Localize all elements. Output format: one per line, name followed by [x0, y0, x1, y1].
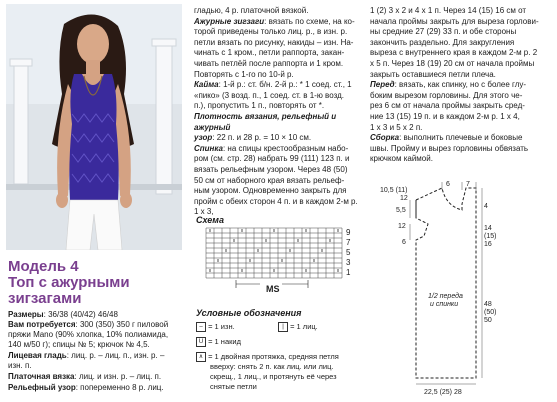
legend-double-decrease-2: вверху: снять 2 п. как лиц. или лиц. — [210, 362, 334, 371]
meas-left4: 6 — [402, 239, 406, 246]
chart-row-number: 3 — [346, 258, 351, 267]
model-title-line1: Топ с ажурными — [8, 274, 130, 291]
legend-purl: – = 1 изн. — [196, 322, 235, 332]
garter: Платочная вязка: лиц. и изн. р. – лиц. п. — [8, 372, 162, 381]
chart-row-number: 7 — [346, 238, 351, 247]
model-title-line2: зигзагами — [8, 290, 82, 307]
chart-row-number: 9 — [346, 228, 351, 237]
legend-title: Условные обозначения — [196, 308, 302, 318]
mid-text-block: гладью, 4 р. платочной вязкой. Ажурные зигзаги: вязать по схеме, на ко- торой приведены только лиц. р., в изн. р. петли вязать по рисунку, накиды – изн. На- чинать с 1 кром., петли раппорта, закан- чивать петлёй после раппорта и 1 кром. Повторять с 1-го по 10-й р. Кайма: 1-й р.: ст. б/н. 2-й р.: * 1 соед. ст., 1 «пико» (3 возд. п., 1 соед. ст. в 1-ю возд. п.), пропустить 1 п., повторять от *. Плотность вязания, рельефный и ажурный узор: 22 п. и 28 р. = 10 × 10 см. Спинка: на спицы крестообразным набо- ром (см. стр. 28) набрать 99 (111) 123 п. и вязать рельефным узором. Через 48 (50) 50 см от наборного края вязать рельеф- ным узором. Одновременно закрыть для пройм с обеих сторон 4 п. и в каждом 2-м р. 1 х 3, — [194, 6, 358, 217]
meas-right3: 48 — [484, 301, 492, 308]
relief: Рельефный узор: попеременно 8 р. лиц. — [8, 383, 164, 392]
model-photo-illustration — [6, 4, 182, 250]
yarnover-symbol-icon: U — [196, 337, 206, 347]
legend-double-decrease-3: скрещ., 1 лиц., и протянуть её через — [210, 372, 337, 381]
meas-top2: 7 — [466, 181, 470, 188]
meas-left2: 5,5 — [396, 207, 406, 214]
chart-row-number: 5 — [346, 248, 351, 257]
model-photo — [6, 4, 182, 250]
stockinette: Лицевая гладь: лиц. р. – лиц. п., изн. р. – — [8, 351, 165, 360]
chart-ms-label: MS — [266, 284, 280, 294]
meas-center1: 1/2 переда — [428, 293, 463, 300]
legend-knit: | = 1 лиц. — [278, 322, 318, 332]
right-text-block: 1 (2) 3 х 2 и 4 х 1 п. Через 14 (15) 16 см от начала проймы закрыть для выреза горлови- ны средние 27 (29) 33 п. и обе стороны закончить раздельно. Для закругления выреза с внутреннего края в каждом 2-м р. 2 х 5 п. Через 18 (19) 20 см от начала проймы закрыть оставшиеся петли плеча. Перед: вязать, как спинку, но с более глу- боким вырезом горловины. Для этого че- рез 6 см от начала проймы закрыть сред- ние 13 (15) 19 п. и в каждом 2-м р. 1 х 4, 1 х 3 и 5 х 2 п. Сборка: выполнить плечевые и боковые швы. Пройму и вырез горловины обвязать крючком каймой. — [370, 6, 539, 164]
chart-row-number: 1 — [346, 268, 351, 277]
materials: Вам потребуется: 300 (350) 350 г пиловой — [8, 320, 169, 329]
meas-right2: 14 — [484, 225, 492, 232]
legend-yarnover: U = 1 накид — [196, 337, 241, 347]
meas-right2b: (15) — [484, 233, 497, 240]
knitting-chart — [196, 226, 366, 294]
meas-left1b: 12 — [400, 195, 408, 202]
meas-right3b: (50) — [484, 309, 497, 316]
purl-symbol-icon: – — [196, 322, 206, 332]
model-number: Модель 4 — [8, 258, 79, 275]
scheme-title: Схема — [196, 215, 224, 225]
legend-double-decrease: ∧ = 1 двойная протяжка, средняя петля — [196, 352, 339, 362]
stockinette-2: изн. п. — [8, 361, 32, 370]
meas-left3: 12 — [398, 223, 406, 230]
meas-right3c: 50 — [484, 317, 492, 324]
meas-top1: 6 — [446, 181, 450, 188]
meas-bottom: 22,5 (25) 28 — [424, 389, 462, 396]
pattern-schematic — [380, 178, 550, 396]
materials-3: 140 м/50 г); спицы № 5; крючок № 4,5. — [8, 340, 150, 349]
double-decrease-symbol-icon: ∧ — [196, 352, 206, 362]
legend-double-decrease-4: снятые петли — [210, 382, 257, 391]
sizes: Размеры: 36/38 (40/42) 46/48 — [8, 310, 118, 319]
knit-symbol-icon: | — [278, 322, 288, 332]
meas-right2c: 16 — [484, 241, 492, 248]
meas-left1: 10,5 (11) — [380, 187, 408, 194]
materials-2: пряжи Mano (90% хлопка, 10% полиамида, — [8, 330, 169, 339]
meas-right1: 4 — [484, 203, 488, 210]
meas-center2: и спинки — [430, 301, 459, 308]
